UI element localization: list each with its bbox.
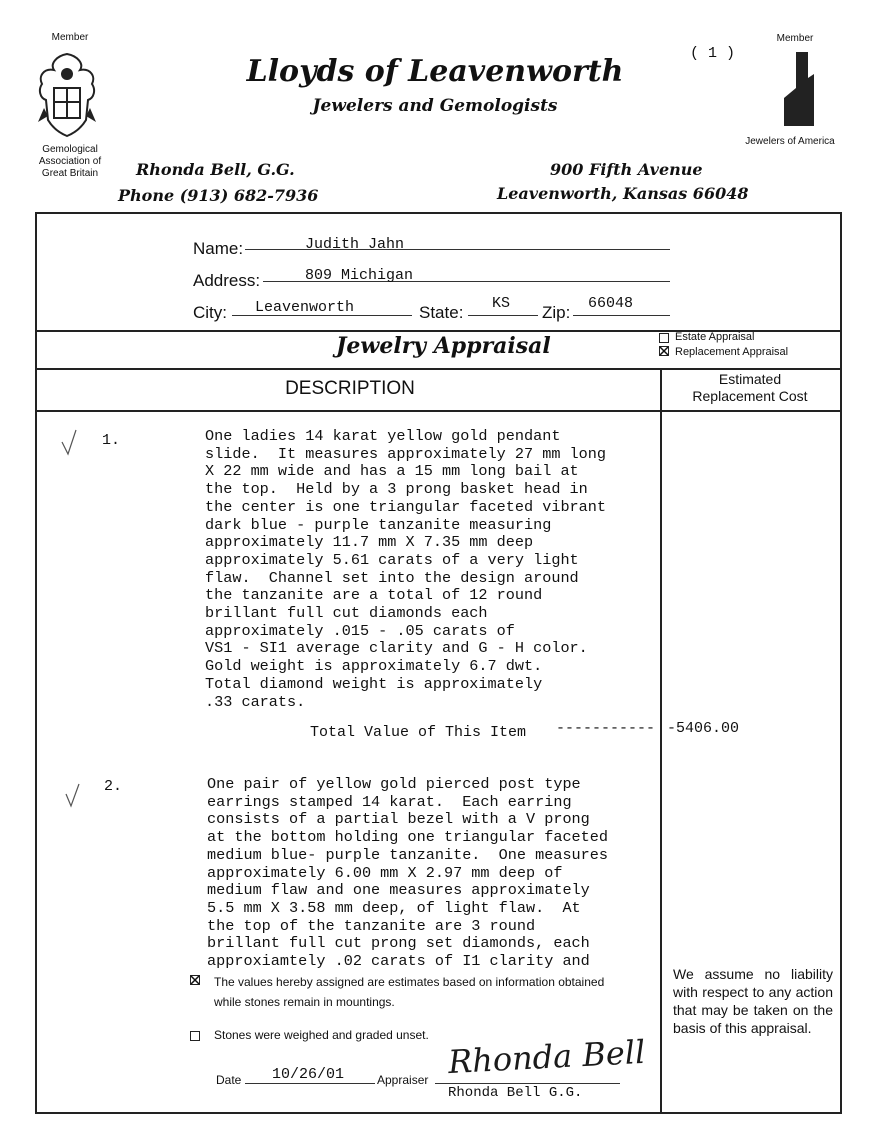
appraiser-name: Rhonda Bell G.G.: [448, 1085, 583, 1101]
customer-name: Judith Jahn: [305, 236, 405, 253]
city-label: City:: [193, 303, 227, 322]
joa-name: Jewelers of America: [745, 136, 835, 147]
cost-header: Estimated Replacement Cost: [692, 371, 808, 404]
estate-appraisal-checkbox[interactable]: [659, 333, 669, 343]
appraisal-date: 10/26/01: [272, 1066, 345, 1083]
city-state-zip: Leavenworth, Kansas 66048: [497, 184, 749, 203]
company-tagline: Jewelers and Gemologists: [312, 96, 558, 116]
address-label: Address:: [193, 271, 261, 290]
gagb-name: Gemological Association of Great Britain: [38, 144, 102, 179]
divider: [35, 368, 842, 370]
name-label: Name:: [193, 239, 244, 258]
description-header: DESCRIPTION: [285, 378, 415, 399]
page-number: ( 1 ): [690, 45, 736, 62]
check-mark-icon: [659, 346, 669, 356]
form-title: Jewelry Appraisal: [336, 333, 551, 359]
contact-phone: Phone (913) 682-7936: [118, 186, 319, 205]
joa-logo-icon: [780, 48, 820, 132]
item-description: One ladies 14 karat yellow gold pendant slide. It measures approximately 27 mm long X 22 mm wide and has a 15 mm long bail at the top. Held by a 3 prong basket head in the center is one triangular faceted vibrant dark blue - purple tanzanite measuring approximately 11.7 mm X 7.35 mm deep approximately 5.61 carats of a very light flaw. Channel set into the design around the tanzanite are a total of 12 round brillant full cut diamonds each approximately .015 - .05 carats of VS1 - SI1 average clarity and G - H color. Gold weight is approximately 6.7 dwt. Total diamond weight is approximately .33 carats.: [205, 427, 607, 711]
street-address: 900 Fifth Avenue: [550, 160, 703, 179]
leader-dashes: -----------: [556, 720, 656, 737]
customer-zip: 66048: [588, 295, 634, 312]
total-label: Total Value of This Item: [310, 724, 527, 741]
check-mark-icon: [190, 975, 200, 985]
estate-appraisal-label: Estate Appraisal: [675, 331, 755, 343]
state-label: State:: [419, 303, 464, 322]
item-number: 1.: [102, 432, 121, 449]
stones-unset-checkbox[interactable]: [190, 1031, 200, 1041]
check-mark-icon: [64, 782, 82, 812]
date-label: Date: [216, 1073, 242, 1087]
joa-member-label: Member: [776, 33, 814, 44]
liability-note: We assume no liability with respect to any action that may be taken on the basis of this appraisal.: [673, 966, 833, 1036]
gagb-crest-icon: [34, 50, 100, 140]
customer-state: KS: [492, 295, 511, 312]
column-divider: [660, 368, 662, 1113]
item-number: 2.: [104, 778, 123, 795]
customer-city: Leavenworth: [255, 299, 355, 316]
divider: [35, 410, 842, 412]
appraiser-signature: Rhonda Bell: [447, 1032, 647, 1082]
values-estimate-note: The values hereby assigned are estimates based on information obtained while stones remain in mountings.: [214, 975, 605, 1009]
customer-address: 809 Michigan: [305, 267, 414, 284]
stones-unset-note: Stones were weighed and graded unset.: [214, 1028, 429, 1042]
replacement-appraisal-label: Replacement Appraisal: [675, 346, 789, 358]
check-mark-icon: [60, 428, 78, 458]
item-description: One pair of yellow gold pierced post type earrings stamped 14 karat. Each earring consists of a partial bezel with a V prong at the bottom holding one triangular faceted medium blue- purple tanzanite. One measures approximately 6.00 mm X 2.97 mm deep of medium flaw and one measures approximately 5.5 mm X 3.58 mm deep, of light flaw. At the top of the tanzanite are 3 round brillant full cut prong set diamonds, each approxiamtely .02 carats of I1 clarity and: [207, 775, 609, 971]
total-value: -5406.00: [667, 720, 740, 737]
zip-label: Zip:: [542, 303, 571, 322]
appraiser-label: Appraiser: [377, 1073, 429, 1087]
gagb-member-label: Member: [51, 32, 89, 43]
contact-person: Rhonda Bell, G.G.: [136, 160, 295, 179]
company-name: Lloyds of Leavenworth: [246, 54, 624, 89]
